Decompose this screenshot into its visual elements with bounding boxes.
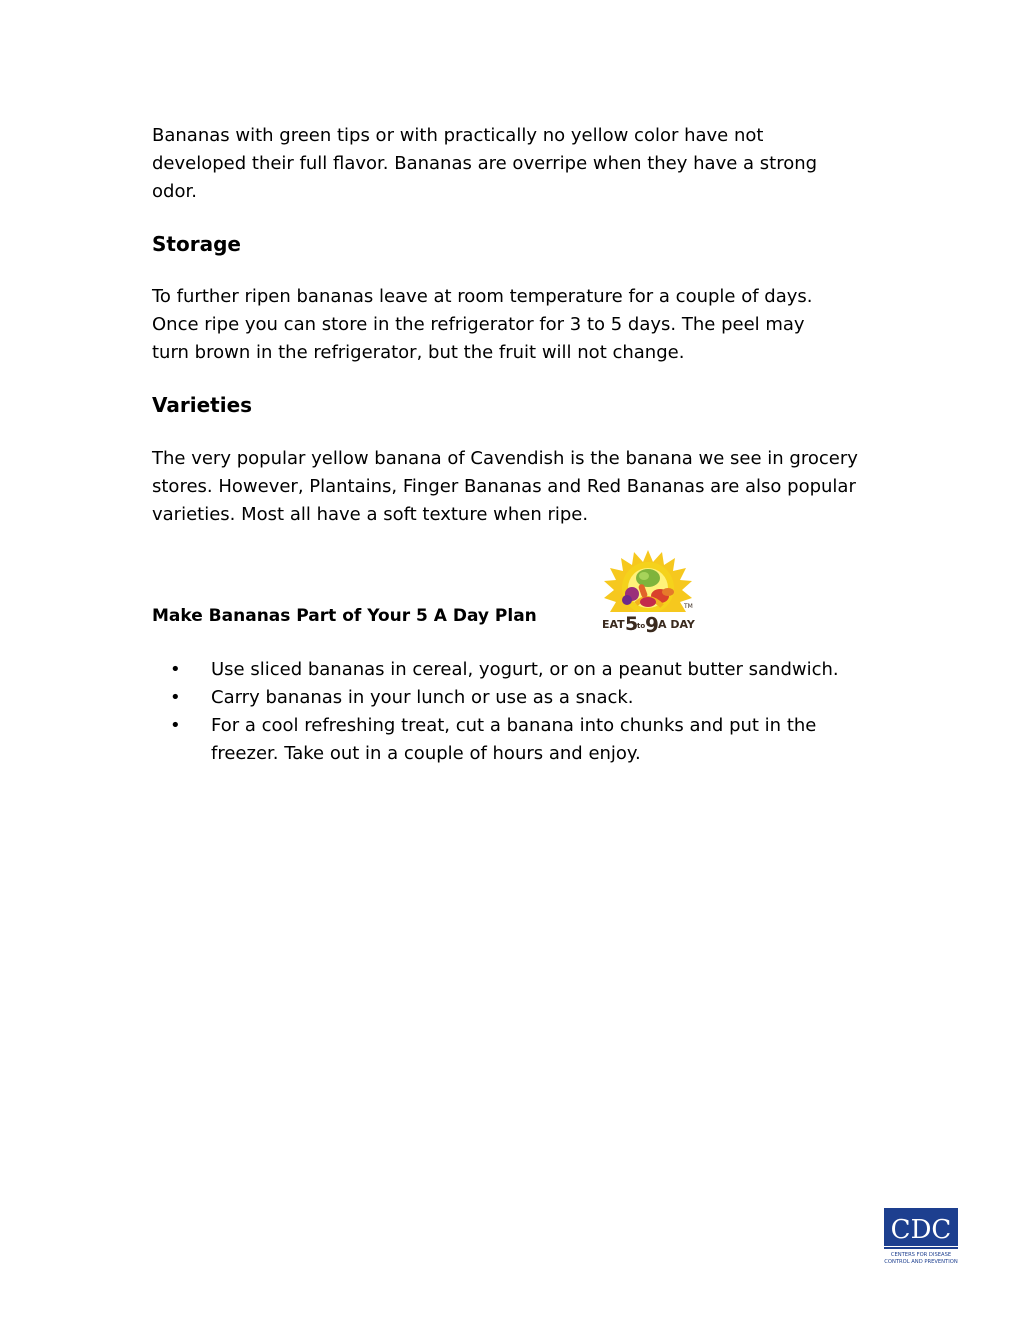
eat-5-to-9-a-day-logo xyxy=(596,548,700,634)
cdc-logo xyxy=(884,1208,958,1266)
bullet-line: • For a cool refreshing treat, cut a banana into chunks and put in the xyxy=(211,715,817,736)
plan-bullet-list xyxy=(170,656,910,768)
cdc-line2: CONTROL AND PREVENTION xyxy=(884,1259,958,1265)
plan-heading: Make Bananas Part of Your 5 A Day Plan xyxy=(152,606,537,626)
intro-paragraph xyxy=(152,122,892,206)
varieties-line: The very popular yellow banana of Cavendish is the banana we see in grocery xyxy=(152,448,858,469)
bullet-line: freezer. Take out in a couple of hours and enjoy. xyxy=(211,743,641,764)
list-item xyxy=(170,712,910,768)
logo-five: 5 xyxy=(625,613,639,634)
storage-line: To further ripen bananas leave at room temperature for a couple of days. xyxy=(152,286,813,307)
logo-nine: 9 xyxy=(645,613,659,634)
logo-trademark: TM xyxy=(684,603,693,610)
storage-heading: Storage xyxy=(152,232,241,256)
list-item xyxy=(170,656,910,684)
list-item xyxy=(170,684,910,712)
intro-line: odor. xyxy=(152,181,197,202)
storage-paragraph xyxy=(152,283,892,367)
varieties-line: varieties. Most all have a soft texture when ripe. xyxy=(152,504,589,525)
cdc-letters: CDC xyxy=(890,1215,952,1245)
logo-a-day: A DAY xyxy=(658,618,695,631)
storage-line: turn brown in the refrigerator, but the fruit will not change. xyxy=(152,342,685,363)
bullet-line: • Use sliced bananas in cereal, yogurt, or on a peanut butter sandwich. xyxy=(211,659,839,680)
logo-to: to xyxy=(637,622,646,630)
logo-eat: EAT xyxy=(602,618,625,631)
intro-line: developed their full flavor. Bananas are overripe when they have a strong xyxy=(152,153,818,174)
intro-line: Bananas with green tips or with practically no yellow color have not xyxy=(152,125,764,146)
varieties-paragraph xyxy=(152,445,892,529)
storage-line: Once ripe you can store in the refrigerator for 3 to 5 days. The peel may xyxy=(152,314,805,335)
varieties-heading: Varieties xyxy=(152,393,253,417)
varieties-line: stores. However, Plantains, Finger Bananas and Red Bananas are also popular xyxy=(152,476,856,497)
bullet-line: • Carry bananas in your lunch or use as a snack. xyxy=(211,687,634,708)
cdc-line1: CENTERS FOR DISEASE xyxy=(890,1252,952,1258)
